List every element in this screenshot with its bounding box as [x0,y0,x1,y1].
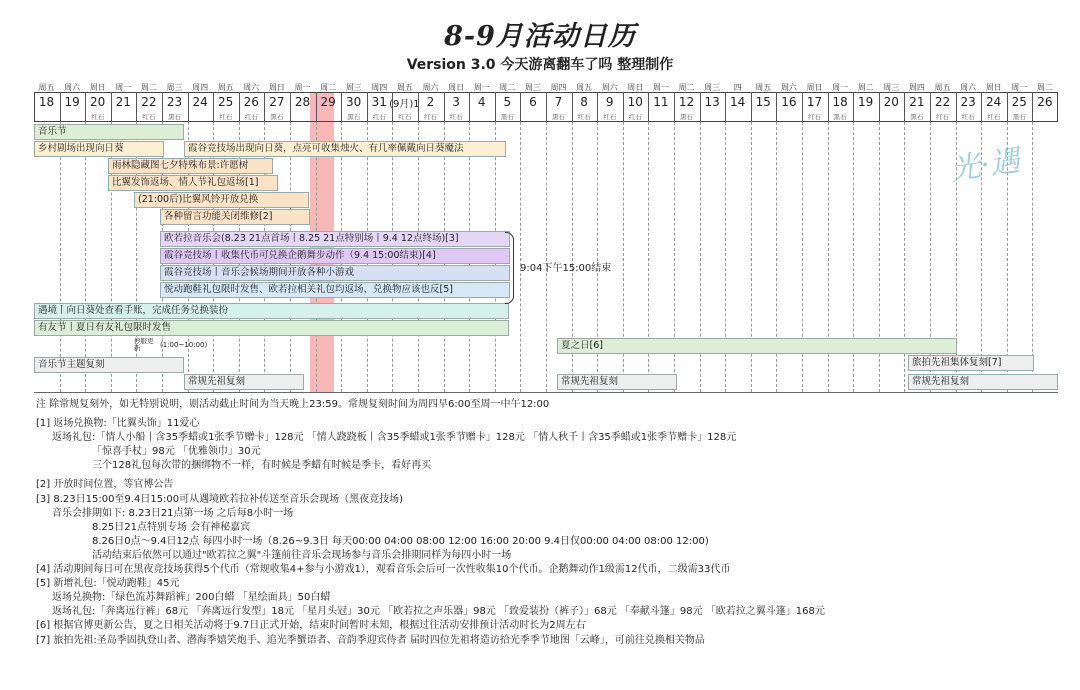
day-number: 18 [38,95,55,109]
weekday-label: 周一 [115,83,132,92]
event-label: (1:00~10:00) [160,341,208,349]
weekday-label: 周五 [755,83,772,92]
stone-tag: 红石 [577,113,591,121]
weekday-label: 周六 [780,83,797,92]
weekday-label: 周日 [89,83,106,92]
note-line: 音乐会排期如下: 8.23日21点第一场 之后每8小时一场 [52,507,294,519]
note-line: 三个128礼包每次带的捆绑物不一样，有时候是季蜡有时候是季卡，看好再买 [92,460,432,472]
weekday-label: 周六 [601,83,618,92]
note-line: [6] 根据官博更新公告，夏之日相关活动将于9.7日正式开始，结束时间暂时未知，根据过往活动安排预计活动时长为2周左右 [36,620,586,632]
note-line: 「惊喜手杖」98元 「优雅领巾」30元 [92,446,261,458]
game-logo: 光·遇 [948,143,1023,188]
event-bar: 霞谷竞技场丨音乐会候场期间开放各种小游戏 [160,265,510,281]
stone-tag: 红石 [372,113,386,121]
day-gridline [1007,122,1008,392]
day-number: 9 [605,95,614,109]
group-brace [505,232,514,304]
weekday-label: 周三 [345,83,362,92]
stone-tag: 红石 [961,113,975,121]
day-number: 13 [704,95,720,109]
stone-tag: 红石 [449,113,463,121]
stone-tag: 黑石 [500,113,514,121]
day-number: 23 [166,95,183,109]
stone-tag: 红石 [244,113,258,121]
stone-tag: 红石 [142,113,156,121]
weekday-label: 周五 [217,83,234,92]
day-number: (9月)1 [389,99,420,110]
note-line: [3] 8.23日15:00至9.4日15:00可从遇境欧若拉补传送至音乐会现场（黑夜竞技场) [36,493,404,505]
day-number: 10 [627,95,643,109]
day-number: 31 [371,95,387,109]
event-bar: (21:00后)比翼风铃开放兑换 [134,192,309,208]
day-number: 29 [320,95,336,109]
weekday-label: 周日 [985,83,1002,92]
stone-tag: 黑石 [680,113,693,121]
weekday-label: 周日 [448,83,465,92]
stone-tag: 红石 [808,113,821,121]
day-number: 6 [529,95,537,109]
notes-section [36,398,1066,648]
event-bar: 有友节丨夏日有友礼包限时发售 [34,320,509,336]
event-bar: 常规先祖复刻 [908,374,1058,390]
day-number: 19 [64,95,80,109]
weekday-label: 周二 [140,83,157,92]
stone-tag: 红石 [91,113,105,121]
day-number: 15 [755,95,771,109]
day-gridline [520,122,521,392]
note-line: [1] 返场兑换物:「比翼头饰」11爱心 [36,418,200,430]
day-number: 30 [346,95,362,109]
event-bar: 常规先祖复刻 [557,374,677,390]
weekday-label: 周三 [524,83,541,92]
weekday-label: 周二 [320,83,337,92]
weekday-label: 周二 [1036,83,1053,92]
stone-tag: 黑石 [270,113,284,121]
weekday-label: 周二 [678,83,695,92]
day-number: 7 [554,95,563,109]
day-number: 27 [269,95,285,109]
weekday-label: 周四 [550,83,567,92]
day-number: 20 [90,95,106,109]
event-bar: 雨林隐藏图七夕特殊布景:许愿树 [108,158,273,174]
weekday-label: 周一 [473,83,490,92]
event-bar: 旅拍先祖集体复刻[7] [908,355,1034,371]
weekday-label: 周五 [38,83,55,92]
weekday-label: 周三 [166,83,183,92]
day-number: 18 [832,95,848,109]
weekday-label: 周五 [576,83,593,92]
event-bar: 欧若拉音乐会(8.23 21点首场丨8.25 21点特别场丨9.4 12点终场)[3] [160,231,510,247]
stone-tag: 红石 [603,113,617,121]
event-bar: 霞谷竞技场丨收集代币可兑换企鹅舞步动作（9.4 15:00结束)[4] [160,248,510,264]
day-number: 16 [781,95,797,109]
stone-tag: 黑石 [347,113,361,121]
event-bar: 常规先祖复刻 [184,374,304,390]
event-bar: 夏之日[6] [557,338,957,354]
note-line: 返场礼包:「情人小船丨含35季蜡或1张季节赠卡」128元 「情人跷跷板丨含35季蜡或1张季节赠卡」128元 「情人秋千丨含35季蜡或1张季节赠卡」128元 [52,432,737,444]
event-bar: 音乐节 [34,124,184,140]
weekday-label: 周六 [64,83,81,92]
day-number: 20 [883,95,899,109]
weekday-label: 周五 [396,83,413,92]
note-line: [7] 旅拍先祖:圣岛季固执登山者、潜海季嬉笑炮手、追光季蟹语者、音韵季迎宾侍者 届时四位先祖将造访拾光季季节地图「云峰」，可前往兑换相关物品 [36,634,705,646]
event-label: 停服更新 [134,337,154,352]
note-line: [4] 活动期间每日可在黑夜竞技场获得5个代币（常规收集4+参与小游戏1），观看音乐会后可一次性收集10个代币。企鹅舞动作1级需12代币，二级需33代币 [36,564,731,576]
day-gridline [85,122,86,392]
weekday-label: 周三 [883,83,900,92]
event-bar: 比翼发饰返场、情人节礼包返场[1] [108,175,278,191]
note-line: 活动结束后依然可以通过"欧若拉之翼"斗篷前往音乐会现场参与音乐会排期同样为每四小时一场 [92,549,512,561]
day-number: 3 [452,95,460,109]
note-line: 注 除常规复刻外，如无特别说明，则活动截止时间为当天晚上23:59。常规复刻时间为周四早6:00至周一中午12:00 [36,399,550,410]
day-number: 22 [934,95,951,109]
weekday-label: 周二 [857,83,874,92]
weekday-label: 周六 [243,83,260,92]
weekday-label: 周六 [960,83,977,92]
day-number: 26 [1037,95,1053,109]
day-number: 11 [653,95,669,109]
page-title: 8-9月活动日历 [444,21,636,52]
day-gridline [1032,122,1033,392]
weekday-label: 周二 [499,83,516,92]
event-bar: 各种留言功能关闭维修[2] [160,209,310,225]
stone-tag: 红石 [987,113,1001,121]
stone-tag: 黑石 [910,113,924,121]
stone-tag: 红石 [219,113,233,121]
calendar-bottom-line [34,392,1058,393]
stone-tag: 红石 [628,113,642,121]
event-bar: 音乐节主题复刻 [34,357,184,373]
weekday-label: 周五 [934,83,951,92]
weekday-label: 周一 [652,83,669,92]
day-number: 8 [580,95,588,109]
stone-tag: 黑石 [833,113,847,121]
page-subtitle: Version 3.0 今天游离翻车了吗 整理制作 [406,57,674,73]
day-number: 17 [806,95,823,109]
day-number: 21 [115,95,131,109]
stone-tag: 红石 [936,113,949,121]
day-gridline [546,122,547,392]
day-number: 4 [477,95,486,109]
weekday-label: 周三 [704,83,721,92]
day-number: 5 [503,95,512,109]
note-line: [2] 开放时间位置，等官博公告 [36,479,174,491]
note-line: 8.25日21点特别专场 会有神秘嘉宾 [92,521,251,533]
weekday-label: 四 [733,83,742,92]
weekday-label: 周一 [832,83,849,92]
stone-tag: 黑石 [1012,113,1026,121]
weekday-label: 周一 [1011,83,1028,92]
weekday-label: 周四 [908,83,925,92]
day-number: 25 [1011,95,1027,109]
note-line: [5] 新增礼包:「悦动跑鞋」45元 [36,578,180,590]
note-line: 返场兑换物:「绿色流苏舞蹈裤」200白蜡 「星绘面具」50白蜡 [52,592,331,604]
weekday-label: 周六 [422,83,439,92]
day-number: 19 [858,95,874,109]
event-bar: 悦动跑鞋礼包限时发售、欧若拉相关礼包均返场、兑换物应该也反[5] [160,282,510,298]
weekday-label: 周一 [294,83,311,92]
day-number: 28 [294,95,311,109]
day-number: 14 [730,95,746,109]
day-number: 2 [426,95,435,109]
day-number: 22 [141,95,157,109]
day-number: 23 [960,95,976,109]
weekday-label: 周日 [806,83,823,92]
day-number: 21 [909,95,925,109]
day-number: 25 [218,95,234,109]
weekday-label: 周四 [371,83,388,92]
stone-tag: 黑石 [168,113,181,121]
event-bar: 遇境丨向日葵处查看手账，完成任务兑换装扮 [34,303,509,319]
note-line: 返场礼包:「奔离远行裤」68元 「奔离远行发型」18元 「星月头冠」30元 「欧若拉之声乐器」98元 「致爱装扮（裤子）」68元 「奉献斗篷」98元 「欧若拉之翼斗篷」168元 [52,606,825,618]
stone-tag: 黑石 [552,113,565,121]
day-number: 12 [678,95,695,109]
stone-tag: 红石 [424,113,437,121]
event-bar: 乡村剧场出现向日葵 [34,141,164,157]
note-line: 8.26日0点～9.4日12点 每四小时一场（8.26~9.3日 每天00:00 04:00 08:00 12:00 16:00 20:00 9.4日仅00:00 04:00 08:00 12:00) [92,535,709,547]
weekday-label: 周日 [268,83,285,92]
day-gridline [60,122,61,392]
weekday-label: 周四 [192,83,209,92]
event-label: 9:04下午15:00结束 [520,263,612,274]
day-number: 24 [192,95,208,109]
stone-tag: 红石 [398,113,412,121]
day-number: 26 [243,95,259,109]
weekday-label: 周日 [627,83,644,92]
day-gridline [981,122,982,392]
day-number: 24 [986,95,1002,109]
event-bar: 霞谷竞技场出现向日葵，点亮可收集烛火、有几率佩戴向日葵魔法 [184,141,506,157]
